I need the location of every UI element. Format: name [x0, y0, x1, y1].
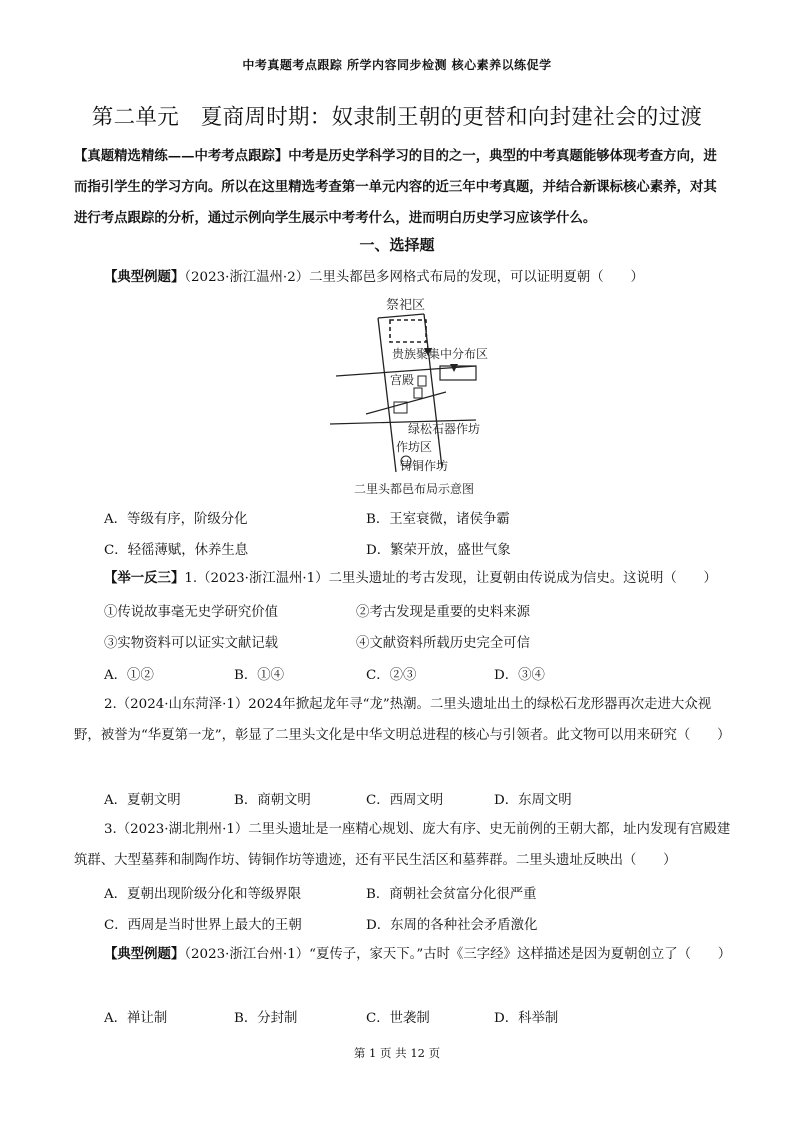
q3-option-a: A．夏朝文明 [104, 793, 181, 808]
section-title: 一、选择题 [359, 236, 435, 254]
q5-option-a: A．禅让制 [104, 1011, 168, 1026]
q5-option-c: C．世袭制 [366, 1011, 430, 1026]
page-header: 中考真题考点跟踪 所学内容同步检测 核心素养以练促学 [242, 58, 552, 72]
question-4: 3.（2023·湖北荆州·1）二里头遗址是一座精心规划、庞大有序、史无前例的王朝大都，址内发现有宫殿建筑群、大型墓葬和制陶作坊、铸铜作坊等遗迹，还有平民生活区和墓葬群。二里头遗址反映出（ ） [74, 822, 731, 868]
q5-option-d: D．科举制 [494, 1011, 559, 1026]
q2-item-3: ③实物资料可以证实文献记载 [104, 636, 279, 651]
q2-item-1: ①传说故事毫无史学研究价值 [104, 605, 279, 620]
diagram-label-bronze: 铸铜作坊 [400, 459, 449, 473]
q4-option-d: D．东周的各种社会矛盾激化 [366, 918, 538, 933]
q4-option-c: C．西周是当时世界上最大的王朝 [104, 918, 302, 933]
q3-option-c: C．西周文明 [366, 793, 444, 808]
q2-option-a: A．①② [104, 668, 154, 683]
question-3: 2.（2024·山东菏泽·1）2024年掀起龙年寻“龙”热潮。二里头遗址出土的绿松石龙形器再次走进大众视野，被誉为“华夏第一龙”，彰显了二里头文化是中华文明总进程的核心与引领者。此文物可以用来研究（ ） [74, 697, 731, 743]
page-footer: 第 1 页 共 12 页 [353, 1046, 441, 1060]
q3-option-d: D．东周文明 [494, 793, 572, 808]
diagram-label-workshop: 作坊区 [396, 440, 433, 454]
question-2-text: 1.（2023·浙江温州·1）二里头遗址的考古发现，让夏朝由传说成为信史。这说明（ ） [184, 571, 717, 586]
q1-option-c: C．轻徭薄赋，休养生息 [104, 543, 249, 558]
q3-option-b: B．商朝文明 [234, 793, 311, 808]
question-1 [104, 262, 764, 293]
page-title: 第二单元 夏商周时期：奴隶制王朝的更替和向封建社会的过渡 [91, 105, 703, 130]
q1-option-a: A．等级有序，阶级分化 [104, 512, 248, 527]
diagram-label-ritual: 祭祀区 [386, 298, 426, 313]
q4-option-b: B．商朝社会贫富分化很严重 [366, 887, 537, 902]
question-5 [74, 939, 734, 970]
q5-option-b: B．分封制 [234, 1011, 298, 1026]
q2-option-b: B．①④ [234, 668, 285, 683]
question-1-text: （2023·浙江温州·2）二里头都邑多网格式布局的发现，可以证明夏朝（ ） [184, 270, 644, 285]
q1-option-d: D．繁荣开放，盛世气象 [366, 543, 511, 558]
diagram-caption: 二里头都邑布局示意图 [354, 482, 475, 496]
question-2-tag: 【举一反三】 [104, 570, 185, 586]
intro-paragraph [74, 141, 724, 234]
q4-option-a: A．夏朝出现阶级分化和等级界限 [104, 887, 302, 902]
q2-option-c: C．②③ [366, 668, 417, 683]
question-5-text: （2023·浙江台州·1）“夏传子，家天下。”古时《三字经》这样描述是因为夏朝创立了（ ） [184, 947, 732, 962]
diagram-label-turquoise: 绿松石器作坊 [408, 422, 481, 436]
q2-item-4: ④文献资料所载历史完全可信 [356, 636, 531, 651]
q2-item-2: ②考古发现是重要的史料来源 [356, 605, 531, 620]
q1-option-b: B．王室衰微，诸侯争霸 [366, 512, 510, 527]
question-5-tag: 【典型例题】 [104, 946, 185, 962]
intro-text: 中考是历史学科学习的目的之一，典型的中考真题能够体现考查方向，进而指引学生的学习方向。所以在这里精选考查第一单元内容的近三年中考真题，并结合新课标核心素养，对其进行考点跟踪的分析，通过示例向学生展示中考考什么，进而明白历史学习应该学什么。 [74, 148, 717, 226]
diagram-label-palace: 宫殿 [390, 373, 415, 387]
question-1-tag: 【典型例题】 [104, 269, 185, 285]
question-2 [104, 563, 764, 594]
diagram-label-noble: 贵族聚集中分布区 [392, 347, 489, 361]
q2-option-d: D．③④ [494, 668, 545, 683]
intro-tag: 【真题精选精练——中考考点跟踪】 [74, 148, 289, 164]
erlitou-layout-diagram [326, 292, 506, 502]
